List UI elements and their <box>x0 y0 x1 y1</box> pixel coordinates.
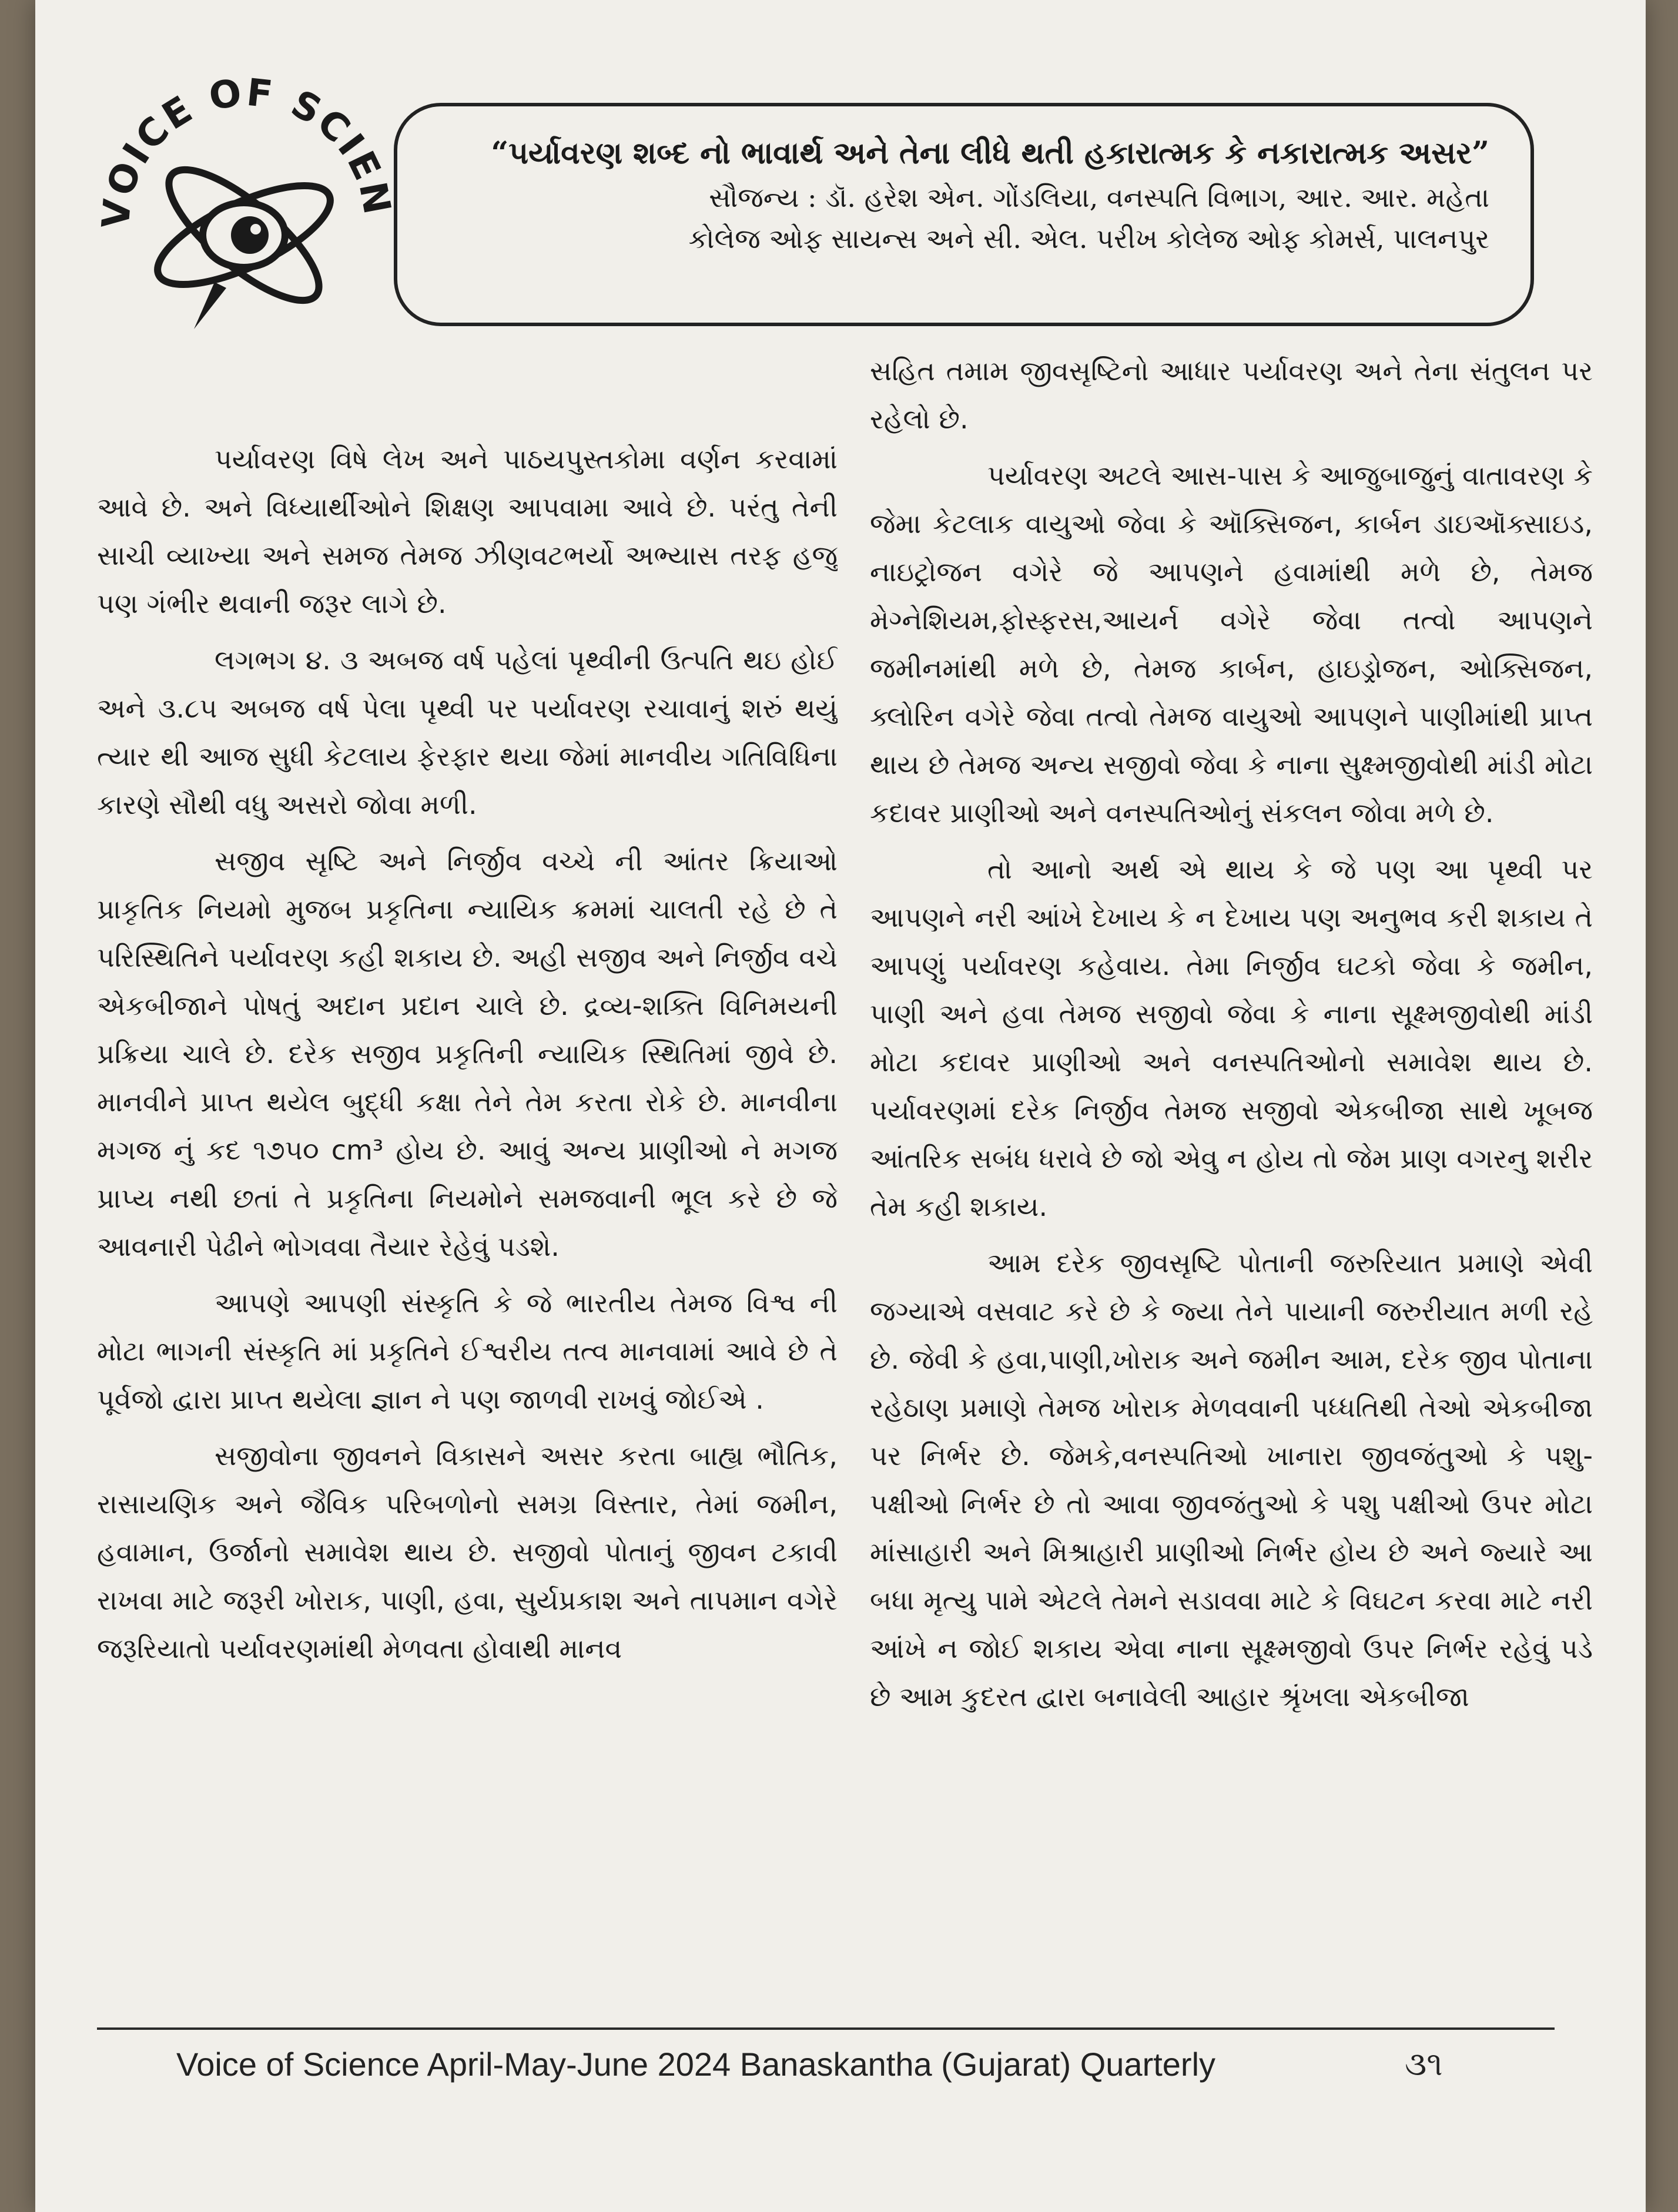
author-credit-line-1: સૌજન્ય : ડૉ. હરેશ એન. ગોંડલિયા, વનસ્પતિ વિભાગ, આર. આર. મહેતા <box>709 182 1489 213</box>
footer-publication-info: Voice of Science April-May-June 2024 Banaskantha (Gujarat) Quarterly <box>176 2046 1216 2083</box>
footer-divider <box>97 2027 1555 2030</box>
paragraph: લગભગ ૪. ૩ અબજ વર્ષ પહેલાં પૃથ્વીની ઉત્પતિ થઇ હોઈ અને ૩.૮૫ અબજ વર્ષ પેલા પૃથ્વી પર પર્યાવરણ રચાવાનું શરું થયું ત્યાર થી આજ સુધી કેટલાય ફેરફાર થયા જેમાં માનવીય ગતિવિધિના કારણે સૌથી વધુ અસરો જોવા મળી. <box>97 644 838 820</box>
paragraph: સજીવોના જીવનને વિકાસને અસર કરતા બાહ્ય ભૌતિક, રાસાયણિક અને જૈવિક પરિબળોનો સમગ્ર વિસ્તાર, તેમાં જમીન, હવામાન, ઉર્જાનો સમાવેશ થાય છે. સજીવો પોતાનું જીવન ટકાવી રાખવા માટે જરૂરી ખોરાક, પાણી, હવા, સુર્યપ્રકાશ અને તાપમાન વગેરે જરૂરિયાતો પર્યાવરણમાંથી મેળવતા હોવાથી માનવ <box>97 1440 838 1664</box>
paragraph: તો આનો અર્થ એ થાય કે જે પણ આ પૃથ્વી પર આપણને નરી આંખે દેખાય કે ન દેખાય પણ અનુભવ કરી શકાય તે આપણું પર્યાવરણ કહેવાય. તેમા નિર્જીવ ઘટકો જેવા કે જમીન, પાણી અને હવા તેમજ સજીવો જેવા કે નાના સૂક્ષ્મજીવોથી માંડી મોટા કદાવર પ્રાણીઓ અને વનસ્પતિઓનો સમાવેશ થાય છે. પર્યાવરણમાં દરેક નિર્જીવ તેમજ સજીવો એકબીજા સાથે ખૂબજ આંતરિક સબંધ ધરાવે છે જો એવુ ન હોય તો જેમ પ્રાણ વગરનુ શરીર તેમ કહી શકાય. <box>870 853 1593 1222</box>
paragraph: આમ દરેક જીવસૃષ્ટિ પોતાની જરુરિયાત પ્રમાણે એવી જગ્યાએ વસવાટ કરે છે કે જ્યા તેને પાયાની જરુરીયાત મળી રહે છે. જેવી કે હવા,પાણી,ખોરાક અને જમીન આમ, દરેક જીવ પોતાના રહેઠાણ પ્રમાણે તેમજ ખોરાક મેળવવાની પધ્ધતિથી તેઓ એકબીજા પર નિર્ભર છે. જેમકે,વનસ્પતિઓ ખાનારા જીવજંતુઓ કે પશુ-પક્ષીઓ નિર્ભર છે તો આવા જીવજંતુઓ કે પશુ પક્ષીઓ ઉપર મોટા માંસાહારી અને મિશ્રાહારી પ્રાણીઓ નિર્ભર હોય છે અને જ્યારે આ બધા મૃત્યુ પામે એટલે તેમને સડાવવા માટે કે વિઘટન કરવા માટે નરી આંખે ન જોઈ શકાય એવા નાના સૂક્ષ્મજીવો ઉપર નિર્ભર રહેવું પડે છે આમ કુદરત દ્વારા બનાવેલી આહાર શ્રૃંખલા એકબીજા <box>870 1247 1593 1712</box>
paragraph: પર્યાવરણ વિષે લેખ અને પાઠયપુસ્તકોમા વર્ણન કરવામાં આવે છે. અને વિધ્યાર્થીઓને શિક્ષણ આપવામા આવે છે. પરંતુ તેની સાચી વ્યાખ્યા અને સમજ તેમજ ઝીણવટભર્યો અભ્યાસ તરફ હજુ પણ ગંભીર થવાની જરૂર લાગે છે. <box>97 443 838 619</box>
left-text-column <box>97 435 838 2022</box>
voice-of-science-logo <box>88 71 394 353</box>
right-text-column <box>870 347 1593 2016</box>
paragraph: સહિત તમામ જીવસૃષ્ટિનો આધાર પર્યાવરણ અને તેના સંતુલન પર રહેલો છે. <box>870 355 1593 435</box>
atom-eye-icon <box>88 71 394 353</box>
paragraph: આપણે આપણી સંસ્કૃતિ કે જે ભારતીય તેમજ વિશ્વ ની મોટા ભાગની સંસ્કૃતિ માં પ્રકૃતિને ઈશ્વરીય તત્વ માનવામાં આવે છે તે પૂર્વજો દ્વારા પ્રાપ્ત થયેલા જ્ઞાન ને પણ જાળવી રાખવું જોઈએ . <box>97 1287 838 1415</box>
article-header <box>394 103 1534 326</box>
article-title: “પર્યાવરણ શબ્દ નો ભાવાર્થ અને તેના લીધે થતી હકારાત્મક કે નકારાત્મક અસર” <box>491 135 1489 171</box>
paragraph: સજીવ સૃષ્ટિ અને નિર્જીવ વચ્ચે ની આંતર ક્રિયાઓ પ્રાકૃતિક નિયમો મુજબ પ્રકૃતિના ન્યાયિક ક્રમમાં ચાલતી રહે છે તે પરિસ્થિતિને પર્યાવરણ કહી શકાય છે. અહી સજીવ અને નિર્જીવ વચે એકબીજાને પોષતું અદાન પ્રદાન ચાલે છે. દ્રવ્ય-શક્તિ વિનિમયની પ્રક્રિયા ચાલે છે. દરેક સજીવ પ્રકૃતિની ન્યાયિક સ્થિતિમાં જીવે છે. માનવીને પ્રાપ્ત થયેલ બુદ્ધી કક્ષા તેને તેમ કરતા રોકે છે. માનવીના મગજ નું કદ ૧૭૫૦ cm³ હોય છે. આવું અન્ય પ્રાણીઓ ને મગજ પ્રાપ્ય નથી છતાં તે પ્રકૃતિના નિયમોને સમજવાની ભૂલ કરે છે જે આવનારી પેઢીને ભોગવવા તૈયાર રેહેવું પડશે. <box>97 845 838 1262</box>
author-credit-line-2: કોલેજ ઓફ સાયન્સ અને સી. એલ. પરીખ કોલેજ ઓફ કોમર્સ, પાલનપુર <box>688 223 1489 254</box>
svg-text:VOICE OF SCIENCE: VOICE OF SCIE <box>94 71 390 230</box>
page-number: ૩૧ <box>1405 2045 1443 2083</box>
paragraph: પર્યાવરણ અટલે આસ-પાસ કે આજુબાજુનું વાતાવરણ કે જેમા કેટલાક વાયુઓ જેવા કે ઑક્સિજન, કાર્બન ડાઇઑક્સાઇડ, નાઇટ્રોજન વગેરે જે આપણને હવામાંથી મળે છે, તેમજ મેગ્નેશિયમ,ફોસ્ફરસ,આયર્ન વગેરે જેવા તત્વો આપણને જમીનમાંથી મળે છે, તેમજ કાર્બન, હાઇડ્રોજન, ઓક્સિજન, ક્લોરિન વગેરે જેવા તત્વો તેમજ વાયુઓ આપણને પાણીમાંથી પ્રાપ્ત થાય છે તેમજ અન્ય સજીવો જેવા કે નાના સુક્ષ્મજીવોથી માંડી મોટા કદાવર પ્રાણીઓ અને વનસ્પતિઓનું સંકલન જોવા મળે છે. <box>870 460 1593 829</box>
